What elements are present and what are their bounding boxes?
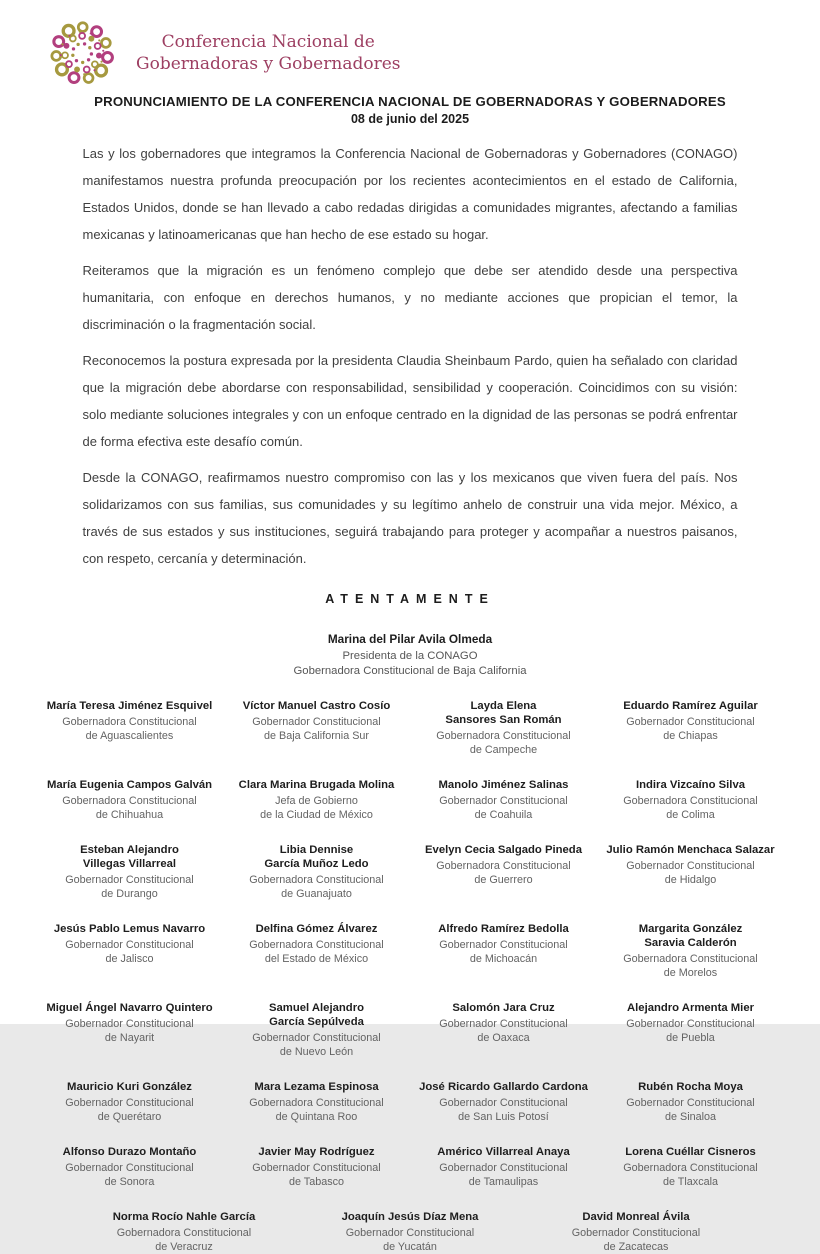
signatory-name-line: Miguel Ángel Navarro Quintero [46, 1002, 213, 1014]
signatory-name-line: Mauricio Kuri González [67, 1081, 192, 1093]
document-body [83, 140, 738, 572]
signatory-role: Gobernador Constitucional [65, 1097, 194, 1109]
signatories-grid [40, 699, 780, 1189]
signatory-name [227, 1080, 406, 1094]
signatory-state: de Sonora [104, 1176, 155, 1188]
signatory-state: de Sinaloa [664, 1111, 717, 1123]
signatory-name-line: Eduardo Ramírez Aguilar [623, 700, 758, 712]
signatory-state: de Oaxaca [477, 1032, 530, 1044]
signatory-state: de Coahuila [474, 809, 533, 821]
signatory-name [414, 1001, 593, 1015]
signatory-name [75, 1210, 293, 1224]
signatory-state: del Estado de México [264, 953, 369, 965]
signatory-block [40, 1001, 219, 1045]
signatory-block [601, 1080, 780, 1124]
signatory-state: de Puebla [666, 1032, 715, 1044]
signatory-state: de Chiapas [663, 730, 718, 742]
signatory-state: de Morelos [663, 967, 718, 979]
president-role-2: Gobernadora Constitucional de Baja California [293, 665, 527, 677]
signatory-block [40, 699, 219, 743]
signatory-name-line: Mara Lezama Espinosa [254, 1081, 379, 1093]
signatory-state: de Hidalgo [664, 874, 717, 886]
signatory-name-line: José Ricardo Gallardo Cardona [419, 1081, 588, 1093]
signatory-name [40, 843, 219, 871]
signatory-name-line: Julio Ramón Menchaca Salazar [606, 844, 775, 856]
signatory-state: de Campeche [469, 744, 538, 756]
signatories-last-row [75, 1210, 745, 1254]
signatory-name-line: Américo Villarreal Anaya [437, 1146, 570, 1158]
signatory-name-line: Libia Dennise [279, 844, 354, 856]
signatory-name [301, 1210, 519, 1224]
signatory-name [414, 1145, 593, 1159]
signatory-name [527, 1210, 745, 1224]
signatory-block [601, 778, 780, 822]
signatory-role: Gobernadora Constitucional [62, 716, 197, 728]
signatory-block [227, 778, 406, 822]
signatory-block [227, 843, 406, 901]
signatory-name [601, 699, 780, 713]
signatory-role: Gobernador Constitucional [252, 1032, 381, 1044]
signatory-role: Gobernadora Constitucional [623, 953, 758, 965]
signatory-block [527, 1210, 745, 1254]
signatory-name [227, 699, 406, 713]
signatory-state: de Veracruz [155, 1241, 213, 1253]
signatory-name [414, 922, 593, 936]
signatory-role: Gobernador Constitucional [65, 1018, 194, 1030]
signatory-name-line: Clara Marina Brugada Molina [238, 779, 395, 791]
signatory-role: Gobernador Constitucional [252, 1162, 381, 1174]
signatory-role: Gobernadora Constitucional [623, 1162, 758, 1174]
signatory-name [40, 1080, 219, 1094]
signatory-name-line: Samuel Alejandro [268, 1002, 364, 1014]
signatory-state: de la Ciudad de México [260, 809, 373, 821]
signatory-name-line: Margarita González [638, 923, 743, 935]
signatory-name-line: Víctor Manuel Castro Cosío [242, 700, 391, 712]
signatory-name [414, 1080, 593, 1094]
signatory-role: Gobernador Constitucional [626, 860, 755, 872]
signatory-name-line: Evelyn Cecia Salgado Pineda [425, 844, 582, 856]
page-title: PRONUNCIAMIENTO DE LA CONFERENCIA NACIONAL DE GOBERNADORAS Y GOBERNADORES [94, 94, 726, 109]
signatory-name-line: Lorena Cuéllar Cisneros [625, 1146, 756, 1158]
signatory-name-line: Alfredo Ramírez Bedolla [438, 923, 569, 935]
signatory-block [601, 699, 780, 743]
signatory-state: de Baja California Sur [263, 730, 370, 742]
signatory-name-line: Javier May Rodríguez [258, 1146, 375, 1158]
signatory-name [40, 1001, 219, 1015]
signatory-state: de San Luis Potosí [458, 1111, 549, 1123]
signatory-state: de Guerrero [474, 874, 533, 886]
signatory-name-line: Layda Elena [470, 700, 537, 712]
signatory-name-line: Salomón Jara Cruz [452, 1002, 555, 1014]
paragraph-4: Desde la CONAGO, reafirmamos nuestro compromiso con las y los mexicanos que viven fuera del país. Nos solidarizamos con sus familias, sus comunidades y su legítimo anhelo de construir una vida mejor. México, a través de sus estados y sus instituciones, seguirá trabajando para proteger y acompañar a nuestros paisanos, con respeto, cercanía y determinación. [82, 470, 738, 566]
signatory-state: de Michoacán [469, 953, 538, 965]
brand-wordmark [136, 31, 400, 75]
signatory-name [414, 699, 593, 727]
signatory-state: de Yucatán [383, 1241, 437, 1253]
signatory-name [227, 843, 406, 871]
signatory-name-line: Manolo Jiménez Salinas [438, 779, 569, 791]
signatory-name-line: Sansores San Román [445, 714, 562, 726]
signatory-block [601, 1145, 780, 1189]
signatory-name [227, 922, 406, 936]
signatory-name-line: Jesús Pablo Lemus Navarro [53, 923, 206, 935]
signatory-role: Gobernador Constitucional [439, 1018, 568, 1030]
signatory-name-line: Villegas Villarreal [82, 858, 177, 870]
signatory-name [601, 1080, 780, 1094]
signatory-state: de Durango [101, 888, 158, 900]
paragraph-1: Las y los gobernadores que integramos la Conferencia Nacional de Gobernadoras y Gobernadores (CONAGO) manifestamos nuestra profunda preocupación por los recientes acontecimientos en el estado de California, Estados Unidos, donde se han llevado a cabo redadas dirigidas a comunidades migrantes, afectando a familias mexicanas y latinoamericanas que han hecho de ese estado su hogar. [82, 146, 738, 242]
signatory-role: Gobernador Constitucional [252, 716, 381, 728]
signatory-block [40, 922, 219, 966]
signatory-state: de Tabasco [288, 1176, 345, 1188]
signatory-block [601, 922, 780, 980]
brand-line-1: Conferencia Nacional de [161, 32, 375, 52]
signatory-state: de Zacatecas [603, 1241, 669, 1253]
signatory-role: Gobernador Constitucional [439, 1162, 568, 1174]
signatory-block [227, 1145, 406, 1189]
signatory-name-line: Norma Rocío Nahle García [112, 1211, 256, 1223]
signatory-role: Gobernadora Constitucional [249, 1097, 384, 1109]
signatory-state: de Querétaro [97, 1111, 162, 1123]
signatory-state: de Colima [666, 809, 715, 821]
president-name: Marina del Pilar Avila Olmeda [327, 632, 493, 646]
signatory-name [227, 778, 406, 792]
signatory-role: Gobernadora Constitucional [62, 795, 197, 807]
signatory-state: de Tlaxcala [662, 1176, 719, 1188]
signatory-name [601, 922, 780, 950]
signatory-state: de Aguascalientes [85, 730, 174, 742]
signatory-name-line: Alfonso Durazo Montaño [62, 1146, 197, 1158]
paragraph-2: Reiteramos que la migración es un fenómeno complejo que debe ser atendido desde una perspectiva humanitaria, con enfoque en derechos humanos, y no mediante acciones que propician el temor, la discriminación o la fragmentación social. [82, 263, 738, 332]
signatory-name-line: García Sepúlveda [269, 1016, 364, 1028]
signatory-name [227, 1001, 406, 1029]
signatory-role: Gobernadora Constitucional [436, 860, 571, 872]
signatory-name-line: Alejandro Armenta Mier [626, 1002, 754, 1014]
signatory-role: Gobernador Constitucional [626, 1018, 755, 1030]
signatory-state: de Nuevo León [279, 1046, 354, 1058]
conago-rosette-logo-icon [40, 11, 124, 95]
signatory-role: Gobernadora Constitucional [249, 939, 384, 951]
signatory-name [40, 778, 219, 792]
signatory-name [40, 1145, 219, 1159]
signatory-block [75, 1210, 293, 1254]
signatory-block [227, 1001, 406, 1059]
signatory-block [40, 1080, 219, 1124]
signatory-name-line: Rubén Rocha Moya [638, 1081, 743, 1093]
signatory-name [40, 699, 219, 713]
signatory-role: Gobernador Constitucional [571, 1227, 701, 1239]
closing-word: ATENTAMENTE [325, 592, 495, 606]
signatory-block [601, 1001, 780, 1045]
signatory-role: Gobernador Constitucional [65, 939, 194, 951]
signatory-name [40, 922, 219, 936]
signatory-name [414, 778, 593, 792]
signatory-role: Gobernadora Constitucional [623, 795, 758, 807]
signatory-state: de Quintana Roo [275, 1111, 358, 1123]
signatory-role: Jefa de Gobierno [275, 795, 358, 807]
signatory-state: de Chihuahua [95, 809, 164, 821]
signatory-block [414, 922, 593, 966]
brand-line-2: Gobernadoras y Gobernadores [136, 54, 401, 74]
signatory-role: Gobernadora Constitucional [116, 1227, 252, 1239]
signatory-block [414, 1080, 593, 1124]
signatory-name [414, 843, 593, 857]
signatory-role: Gobernador Constitucional [439, 1097, 568, 1109]
signatory-role: Gobernador Constitucional [65, 874, 194, 886]
signatory-role: Gobernador Constitucional [626, 716, 755, 728]
paragraph-3: Reconocemos la postura expresada por la presidenta Claudia Sheinbaum Pardo, quien ha señalado con claridad que la migración debe abordarse con responsabilidad, sensibilidad y cooperación. Coincidimos con su visión: solo mediante soluciones integrales y con un enfoque centrado en la dignidad de las personas se podrá enfrentar de forma efectiva este desafío común. [82, 353, 738, 449]
signatory-block [227, 922, 406, 966]
signatory-name [601, 1145, 780, 1159]
signatory-role: Gobernador Constitucional [345, 1227, 475, 1239]
signatory-block [40, 1145, 219, 1189]
signatory-role: Gobernador Constitucional [65, 1162, 194, 1174]
signatory-name-line: María Teresa Jiménez Esquivel [46, 700, 213, 712]
signatory-block [301, 1210, 519, 1254]
signatory-block [414, 1001, 593, 1045]
signatory-role: Gobernador Constitucional [439, 939, 568, 951]
president-signature-block [0, 632, 820, 679]
signatory-name-line: Delfina Gómez Álvarez [255, 923, 378, 935]
president-role-1: Presidenta de la CONAGO [342, 650, 478, 662]
signatory-block [601, 843, 780, 887]
signatory-role: Gobernadora Constitucional [436, 730, 571, 742]
signatory-role: Gobernadora Constitucional [249, 874, 384, 886]
signatory-block [227, 1080, 406, 1124]
signatory-name-line: Indira Vizcaíno Silva [635, 779, 746, 791]
signatory-block [40, 843, 219, 901]
signatory-role: Gobernador Constitucional [439, 795, 568, 807]
signatory-role: Gobernador Constitucional [626, 1097, 755, 1109]
signatory-name-line: María Eugenia Campos Galván [46, 779, 213, 791]
signatory-name [601, 843, 780, 857]
signatory-name-line: David Monreal Ávila [582, 1211, 690, 1223]
signatory-state: de Tamaulipas [468, 1176, 539, 1188]
signatory-state: de Nayarit [104, 1032, 155, 1044]
document-date: 08 de junio del 2025 [350, 112, 470, 126]
signatory-state: de Jalisco [105, 953, 154, 965]
signatory-name-line: Saravia Calderón [644, 937, 737, 949]
signatory-name [601, 1001, 780, 1015]
signatory-name-line: García Muñoz Ledo [264, 858, 369, 870]
signatory-name [227, 1145, 406, 1159]
signatory-block [227, 699, 406, 743]
signatory-name-line: Joaquín Jesús Díaz Mena [341, 1211, 479, 1223]
signatory-block [414, 1145, 593, 1189]
signatory-block [40, 778, 219, 822]
signatory-block [414, 699, 593, 757]
signatory-block [414, 778, 593, 822]
document-header [0, 0, 820, 92]
signatory-block [414, 843, 593, 887]
signatory-name [601, 778, 780, 792]
signatory-state: de Guanajuato [281, 888, 352, 900]
signatory-name-line: Esteban Alejandro [80, 844, 179, 856]
